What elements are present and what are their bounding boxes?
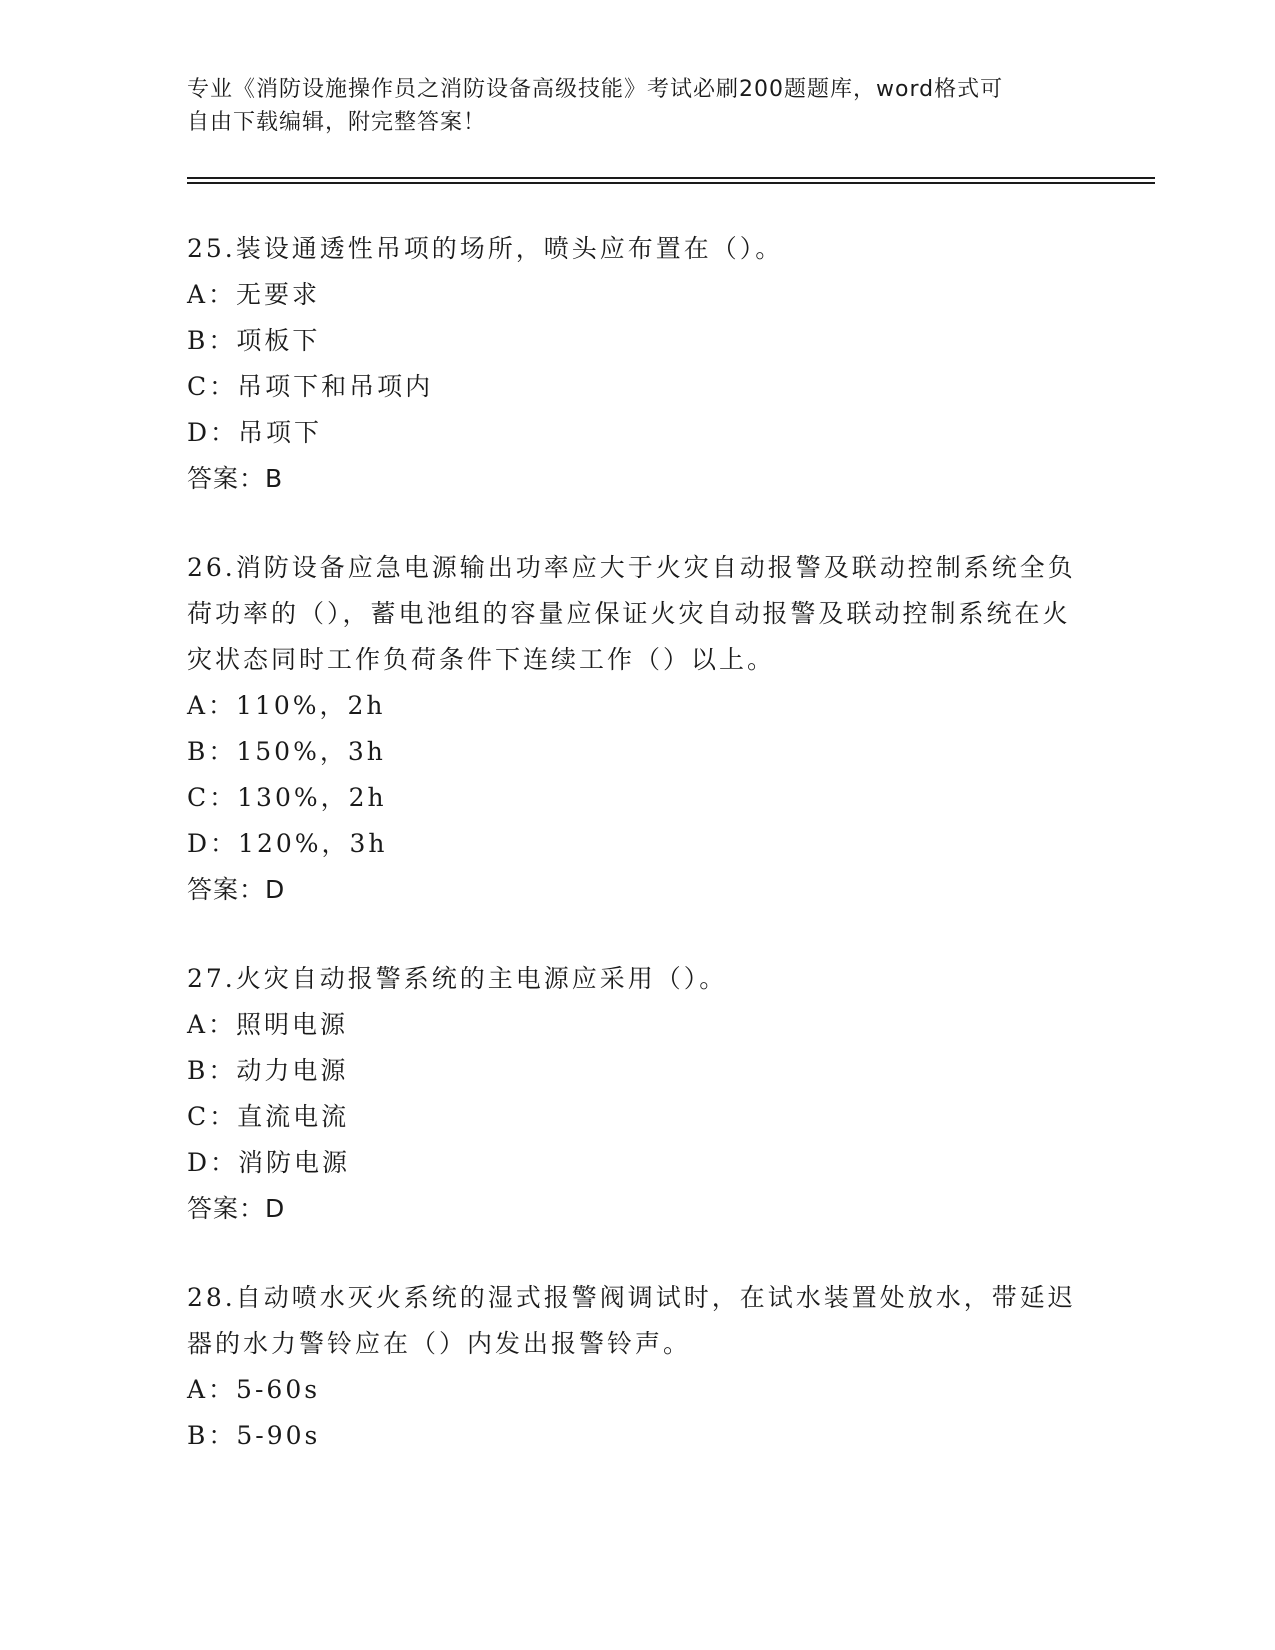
- option-d: D：吊项下: [187, 418, 323, 447]
- question-stem: 26.消防设备应急电源输出功率应大于火灾自动报警及联动控制系统全负荷功率的（），蓄电池组的容量应保证火灾自动报警及联动控制系统在火灾状态同时工作负荷条件下连续工作（）以上。: [187, 553, 1076, 674]
- header-title-line-1: 专业《消防设施操作员之消防设备高级技能》考试必刷200题题库，word格式可: [187, 77, 1004, 102]
- option-c: C：130%，2h: [187, 783, 387, 812]
- option-a: A：5-60s: [187, 1375, 321, 1404]
- header-title-line-2: 自由下载编辑，附完整答案！: [187, 110, 487, 135]
- header-divider-top: [187, 177, 1155, 179]
- question-stem: 28.自动喷水灭火系统的湿式报警阀调试时，在试水装置处放水，带延迟器的水力警铃应在（）内发出报警铃声。: [187, 1283, 1076, 1358]
- option-a: A：110%，2h: [187, 691, 386, 720]
- option-a: A：照明电源: [187, 1010, 349, 1039]
- option-b: B：5-90s: [187, 1421, 321, 1450]
- option-b: B：150%，3h: [187, 737, 386, 766]
- question-stem: 25.装设通透性吊项的场所，喷头应布置在（）。: [187, 234, 784, 263]
- option-d: D：消防电源: [187, 1148, 351, 1177]
- document-header: [187, 73, 1067, 139]
- question-list: [187, 226, 1087, 1502]
- option-c: C：直流电流: [187, 1102, 350, 1131]
- question-25: [187, 226, 1087, 502]
- option-b: B：动力电源: [187, 1056, 349, 1085]
- header-divider-bottom: [187, 182, 1155, 184]
- answer-line: 答案：D: [187, 875, 286, 904]
- option-d: D：120%，3h: [187, 829, 388, 858]
- option-c: C：吊项下和吊项内: [187, 372, 434, 401]
- option-a: A：无要求: [187, 280, 321, 309]
- answer-line: 答案：B: [187, 464, 284, 493]
- question-stem: 27.火灾自动报警系统的主电源应采用（）。: [187, 964, 728, 993]
- question-26: [187, 545, 1087, 913]
- question-27: [187, 956, 1087, 1232]
- option-b: B：项板下: [187, 326, 321, 355]
- question-28: [187, 1275, 1087, 1459]
- answer-line: 答案：D: [187, 1194, 286, 1223]
